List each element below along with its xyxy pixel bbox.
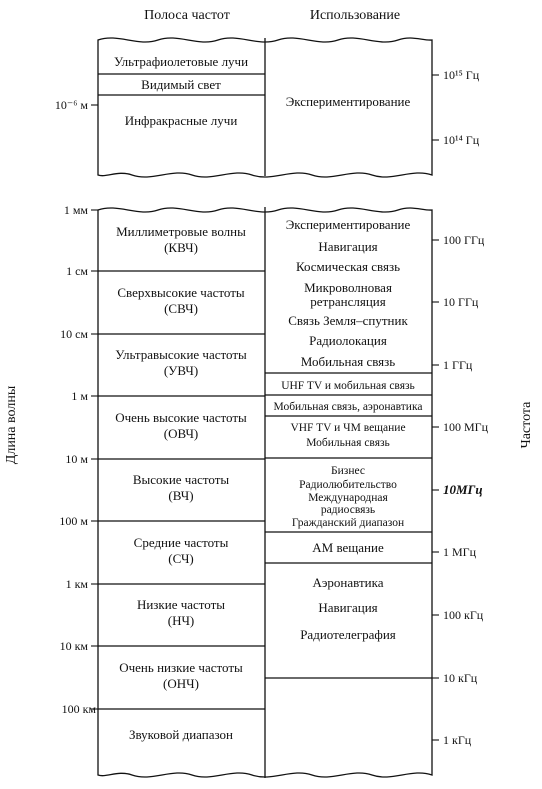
usage-vhf-mobile: Мобильная связь (306, 437, 390, 449)
usage-radar: Радиолокация (309, 333, 387, 348)
wl-label-1cm: 1 см (66, 264, 88, 278)
usage-microwave: Микроволновая (304, 280, 392, 295)
usage-amateur: Радиолюбительство (299, 479, 397, 491)
fr-label-1ghz: 1 ГГц (443, 358, 473, 372)
band-name-lf: Низкие частоты (136, 597, 226, 612)
band-abbr-uhf: (УВЧ) (163, 363, 199, 378)
wl-label-10cm: 10 см (60, 327, 88, 341)
band-abbr-mm: (КВЧ) (164, 240, 198, 255)
band-visible-light: Видимый свет (141, 77, 221, 92)
fr-label-10khz: 10 кГц (443, 671, 478, 685)
fr-label-100ghz: 100 ГГц (443, 233, 485, 247)
top-section (55, 38, 480, 177)
fr-label-1mhz: 1 МГц (443, 545, 477, 559)
usage-earth-satellite: Связь Земля–спутник (288, 313, 408, 328)
band-name-mf: Средние частоты (133, 535, 229, 550)
band-name-hf: Высокие частоты (132, 472, 230, 487)
band-abbr-shf: (СВЧ) (164, 301, 198, 316)
band-name-vhf: Очень высокие частоты (115, 410, 247, 425)
frequency-scale (432, 233, 489, 747)
band-infrared: Инфракрасные лучи (124, 113, 238, 128)
top-wavelength-label: 10⁻⁶ м (54, 98, 88, 112)
fr-label-100khz: 100 кГц (443, 608, 484, 622)
band-name-shf: Сверхвысокие частоты (117, 285, 245, 300)
wl-label-100m: 100 м (59, 514, 88, 528)
wavelength-axis-title: Длина волны (4, 385, 19, 465)
top-freq-label-1: 10¹⁵ Гц (443, 68, 480, 82)
wl-label-1mm: 1 мм (63, 203, 88, 217)
band-abbr-vhf: (ОВЧ) (163, 426, 199, 441)
frequency-axis-title: Частота (519, 401, 534, 449)
usage-am-broadcast: AM вещание (312, 540, 384, 555)
usage-relay: ретрансляция (310, 294, 386, 309)
band-abbr-vlf: (ОНЧ) (163, 676, 199, 691)
band-name-vlf: Очень низкие частоты (119, 660, 243, 675)
band-ultraviolet: Ультрафиолетовые лучи (113, 54, 249, 69)
usage-navigation-low: Навигация (318, 600, 378, 615)
wl-label-10m: 10 м (65, 452, 88, 466)
fr-label-1khz: 1 кГц (443, 733, 472, 747)
wavelength-scale (59, 203, 98, 716)
usage-space-comm: Космическая связь (295, 259, 401, 274)
band-name-uhf: Ультравысокие частоты (115, 347, 247, 362)
usage-radio-comm: радиосвязь (320, 504, 376, 516)
usage-citizens-band: Гражданский диапазон (291, 517, 405, 529)
usage-radiotelegraphy: Радиотелеграфия (300, 627, 396, 642)
band-name-mm: Миллиметровые волны (116, 224, 246, 239)
band-abbr-lf: (НЧ) (167, 613, 195, 628)
band-column-header: Полоса частот (144, 8, 230, 23)
usage-mobile: Мобильная связь (300, 354, 396, 369)
fr-label-100mhz: 100 МГц (443, 420, 489, 434)
usage-experiment: Экспериментирование (285, 217, 411, 232)
wl-label-10km: 10 км (59, 639, 88, 653)
fr-label-10ghz: 10 ГГц (443, 295, 479, 309)
wl-label-1m: 1 м (71, 389, 88, 403)
wl-label-1km: 1 км (65, 577, 88, 591)
usage-international: Международная (308, 492, 388, 504)
top-freq-label-2: 10¹⁴ Гц (443, 133, 480, 147)
usage-mobile-aero: Мобильная связь, аэронавтика (273, 401, 423, 413)
band-name-audio: Звуковой диапазон (128, 727, 234, 742)
band-abbr-hf: (ВЧ) (168, 488, 194, 503)
usage-navigation: Навигация (318, 239, 378, 254)
main-section (59, 203, 488, 778)
usage-aeronautics: Аэронавтика (312, 575, 384, 590)
usage-uhf-tv: UHF TV и мобильная связь (281, 380, 415, 392)
band-abbr-mf: (СЧ) (168, 551, 194, 566)
fr-label-10mhz: 10МГц (443, 482, 483, 497)
usage-vhf-tv-fm: VHF TV и ЧМ вещание (290, 422, 406, 434)
usage-column-header: Использование (309, 8, 401, 23)
usage-top-experiment: Экспериментирование (285, 94, 411, 109)
wl-label-100km: 100 км (61, 702, 96, 716)
usage-business: Бизнес (331, 465, 365, 477)
